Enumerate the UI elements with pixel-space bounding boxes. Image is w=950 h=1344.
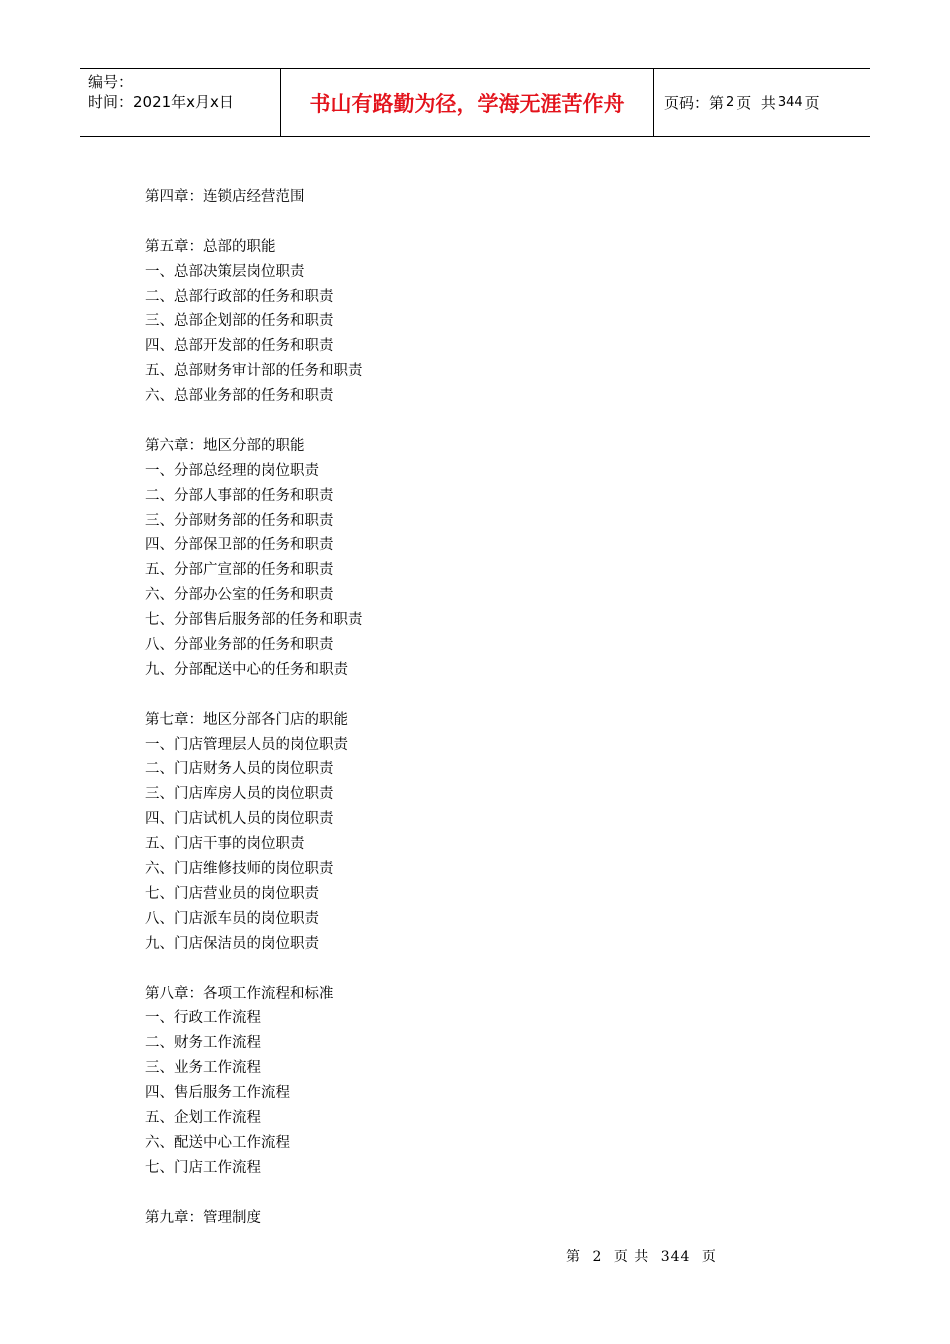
page-current: 2 bbox=[726, 95, 735, 110]
toc-item: 二、总部行政部的任务和职责 bbox=[145, 288, 334, 305]
chapter-title: 第九章：管理制度 bbox=[145, 1209, 261, 1226]
toc-item: 五、总部财务审计部的任务和职责 bbox=[145, 363, 363, 380]
section-gap bbox=[145, 409, 845, 434]
toc-item: 六、分部办公室的任务和职责 bbox=[145, 587, 334, 604]
toc-item: 一、分部总经理的岗位职责 bbox=[145, 462, 319, 479]
toc-item: 一、总部决策层岗位职责 bbox=[145, 263, 305, 280]
toc-item: 三、门店库房人员的岗位职责 bbox=[145, 786, 334, 803]
section-gap bbox=[145, 210, 845, 235]
toc-item: 二、财务工作流程 bbox=[145, 1035, 261, 1052]
page-mid: 页 共 bbox=[736, 94, 776, 112]
toc-item: 四、门店试机人员的岗位职责 bbox=[145, 811, 334, 828]
toc-item: 六、总部业务部的任务和职责 bbox=[145, 388, 334, 405]
toc-item: 三、分部财务部的任务和职责 bbox=[145, 512, 334, 529]
footer-mid: 页 共 bbox=[613, 1249, 650, 1265]
toc-item: 四、售后服务工作流程 bbox=[145, 1085, 290, 1102]
toc-item: 九、门店保洁员的岗位职责 bbox=[145, 935, 319, 952]
footer-prefix: 第 bbox=[566, 1249, 581, 1265]
chapter-title: 第七章：地区分部各门店的职能 bbox=[145, 711, 348, 728]
toc-item: 八、门店派车员的岗位职责 bbox=[145, 910, 319, 927]
page-suffix: 页 bbox=[804, 94, 820, 112]
toc-item: 五、企划工作流程 bbox=[145, 1109, 261, 1126]
section-gap bbox=[145, 683, 845, 708]
section-gap bbox=[145, 957, 845, 982]
toc-item: 四、分部保卫部的任务和职责 bbox=[145, 537, 334, 554]
toc-item: 二、分部人事部的任务和职责 bbox=[145, 487, 334, 504]
chapter-title: 第五章：总部的职能 bbox=[145, 238, 276, 255]
toc-item: 三、业务工作流程 bbox=[145, 1060, 261, 1077]
table-of-contents bbox=[145, 185, 845, 1230]
toc-item: 四、总部开发部的任务和职责 bbox=[145, 338, 334, 355]
chapter-title: 第四章：连锁店经营范围 bbox=[145, 189, 305, 205]
toc-item: 八、分部业务部的任务和职责 bbox=[145, 637, 334, 654]
toc-item: 五、分部广宣部的任务和职责 bbox=[145, 562, 334, 579]
header-meta bbox=[80, 69, 281, 136]
toc-item: 三、总部企划部的任务和职责 bbox=[145, 313, 334, 330]
toc-item: 一、行政工作流程 bbox=[145, 1010, 261, 1027]
toc-item: 七、门店营业员的岗位职责 bbox=[145, 885, 319, 902]
toc-item: 五、门店干事的岗位职责 bbox=[145, 836, 305, 853]
footer-suffix: 页 bbox=[701, 1249, 717, 1265]
toc-item: 一、门店管理层人员的岗位职责 bbox=[145, 736, 348, 753]
chapter-title: 第六章：地区分部的职能 bbox=[145, 437, 305, 454]
header-page-info bbox=[654, 69, 870, 136]
document-number-label: 编号： bbox=[88, 73, 134, 91]
header-motto: 书山有路勤为径，学海无涯苦作舟 bbox=[281, 69, 654, 136]
toc-item: 六、门店维修技师的岗位职责 bbox=[145, 861, 334, 878]
chapter-title: 第八章：各项工作流程和标准 bbox=[145, 985, 334, 1002]
page-header bbox=[80, 68, 870, 137]
page-prefix: 页码：第 bbox=[664, 94, 725, 112]
toc-item: 六、配送中心工作流程 bbox=[145, 1134, 290, 1151]
section-gap bbox=[145, 1181, 845, 1206]
document-time-label: 时间：2021年x月x日 bbox=[88, 93, 234, 111]
footer-total: 344 bbox=[660, 1249, 691, 1265]
page-total: 344 bbox=[777, 95, 803, 110]
footer-current: 2 bbox=[592, 1249, 603, 1265]
toc-item: 九、分部配送中心的任务和职责 bbox=[145, 661, 348, 678]
toc-item: 二、门店财务人员的岗位职责 bbox=[145, 761, 334, 778]
toc-item: 七、门店工作流程 bbox=[145, 1159, 261, 1176]
toc-item: 七、分部售后服务部的任务和职责 bbox=[145, 612, 363, 629]
